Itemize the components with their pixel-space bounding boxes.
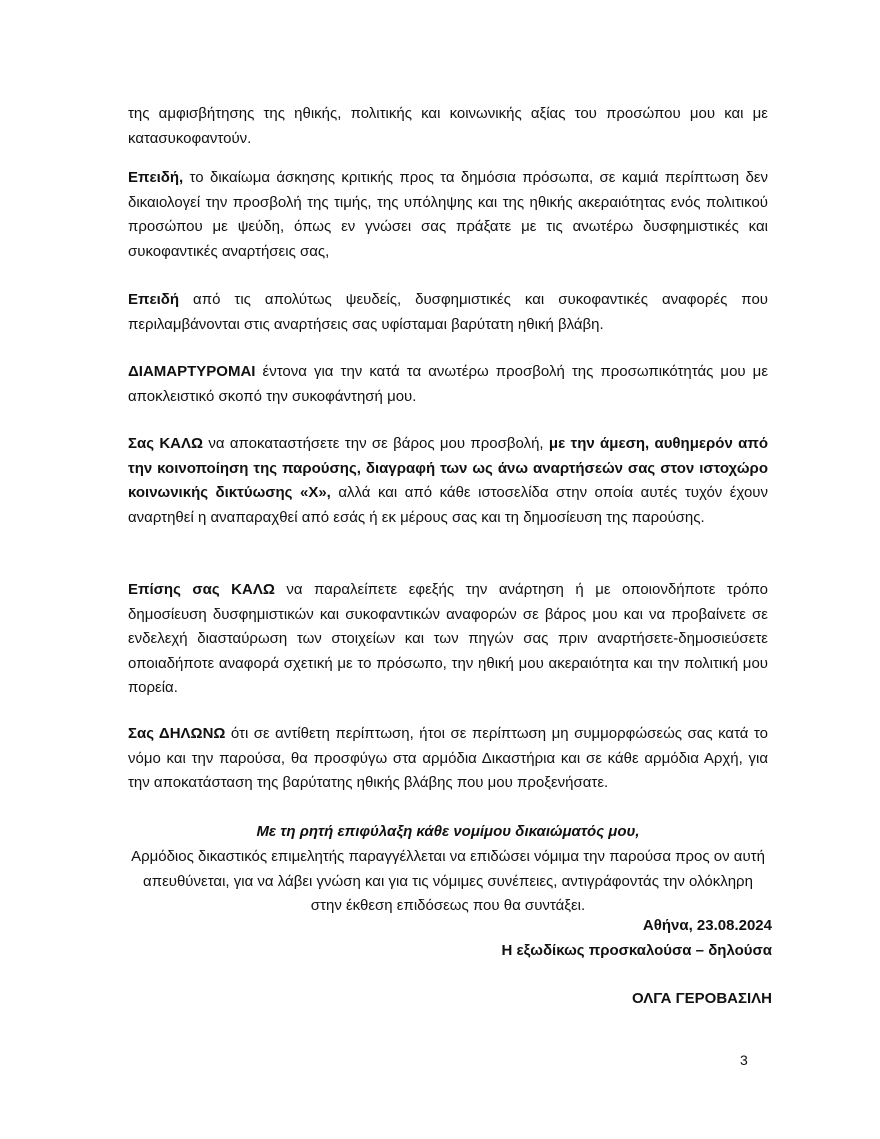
place-date: Αθήνα, 23.08.2024 <box>642 917 772 934</box>
paragraph-bold-text: με την άμεση, αυθημερόν από την κοινοποίηση της παρούσης, διαγραφή των ως άνω αναρτήσεών σας στον ιστοχώρο κοινωνικής δικτύωσης «Χ», <box>128 435 768 501</box>
paragraph-text: ότι σε αντίθετη περίπτωση, ήτοι σε περίπτωση μη συμμορφώσεώς σας κατά το νόμο και την παρούσα, θα προσφύγω στα αρμόδια Δικαστήρια και σε κάθε αρμόδια Αρχή, για την αποκατάσταση της βαρύτατης ηθικής βλάβης που μου προξενήσατε. <box>128 725 768 791</box>
paragraph-text: από τις απολύτως ψευδείς, δυσφημιστικές και συκοφαντικές αναφορές που περιλαμβάνονται στις αναρτήσεις σας υφίσταμαι βαρύτατη ηθική βλάβη. <box>128 291 768 333</box>
paragraph-lead: Επειδή, <box>128 169 184 186</box>
reservation-text: Με τη ρητή επιφύλαξη κάθε νομίμου δικαιώματός μου, <box>256 823 640 840</box>
paragraph-text: να αποκαταστήσετε την σε βάρος μου προσβολή, <box>203 435 549 452</box>
paragraph-continuation <box>128 102 768 151</box>
paragraph-text: έντονα για την κατά τα ανωτέρω προσβολή της προσωπικότητάς μου με αποκλειστικό σκοπό την συκοφάντησή μου. <box>128 363 768 405</box>
paragraph-epeidi-2 <box>128 288 768 337</box>
paragraph-epeidi-1 <box>128 166 768 264</box>
paragraph-lead: Σας ΚΑΛΩ <box>128 435 204 452</box>
paragraph-lead: Επίσης σας ΚΑΛΩ <box>128 581 275 598</box>
paragraph-text: της αμφισβήτησης της ηθικής, πολιτικής και κοινωνικής αξίας του προσώπου μου και με κατασυκοφαντούν. <box>128 105 768 147</box>
paragraph-lead: Σας ΔΗΛΩΝΩ <box>128 725 226 742</box>
paragraph-lead: ΔΙΑΜΑΡΤΥΡΟΜΑΙ <box>128 363 256 380</box>
reservation-line <box>128 820 768 845</box>
paragraph-text: αλλά και από κάθε ιστοσελίδα στην οποία αυτές τυχόν έχουν αναρτηθεί η αναπαραχθεί από εσάς ή εκ μέρους σας και τη δημοσίευση της παρούσης. <box>128 484 768 526</box>
paragraph-call-2 <box>128 578 768 701</box>
paragraph-protest <box>128 360 768 409</box>
paragraph-bailiff <box>128 845 768 919</box>
paragraph-call-1 <box>128 432 768 530</box>
paragraph-declare <box>128 722 768 796</box>
page-number: 3 <box>740 1052 748 1068</box>
signatory-name: ΟΛΓΑ ΓΕΡΟΒΑΣΙΛΗ <box>631 990 772 1007</box>
paragraph-text: Αρμόδιος δικαστικός επιμελητής παραγγέλλεται να επιδώσει νόμιμα την παρούσα προς ον αυτή απευθύνεται, για να λάβει γνώση και για τις νόμιμες συνέπειες, αντιγράφοντάς την ολόκληρη στην έκθεση επιδόσεως που θα συντάξει. <box>131 848 765 914</box>
paragraph-text: το δικαίωμα άσκησης κριτικής προς τα δημόσια πρόσωπα, σε καμιά περίπτωση δεν δικαιολογεί την προσβολή της τιμής, της υπόληψης και της ηθικής ακεραιότητας ενός πολιτικού προσώπου με ψεύδη, όπως εν γνώσει σας πράξατε με τις ανωτέρω δυσφημιστικές και συκοφαντικές αναρτήσεις σας, <box>128 169 768 260</box>
signatory-role: Η εξωδίκως προσκαλούσα – δηλούσα <box>501 942 772 959</box>
paragraph-text: να παραλείπετε εφεξής την ανάρτηση ή με οποιονδήποτε τρόπο δημοσίευση δυσφημιστικών και συκοφαντικών αναφορών σε βάρος μου και να προβαίνετε σε ενδελεχή διασταύρωση των στοιχείων και των πηγών σας πριν αναρτήσετε-δημοσιεύσετε οποιαδήποτε αναφορά σχετική με το πρόσωπο, την ηθική μου ακεραιότητα και την πολιτική μου πορεία. <box>128 581 768 696</box>
paragraph-lead: Επειδή <box>128 291 180 308</box>
